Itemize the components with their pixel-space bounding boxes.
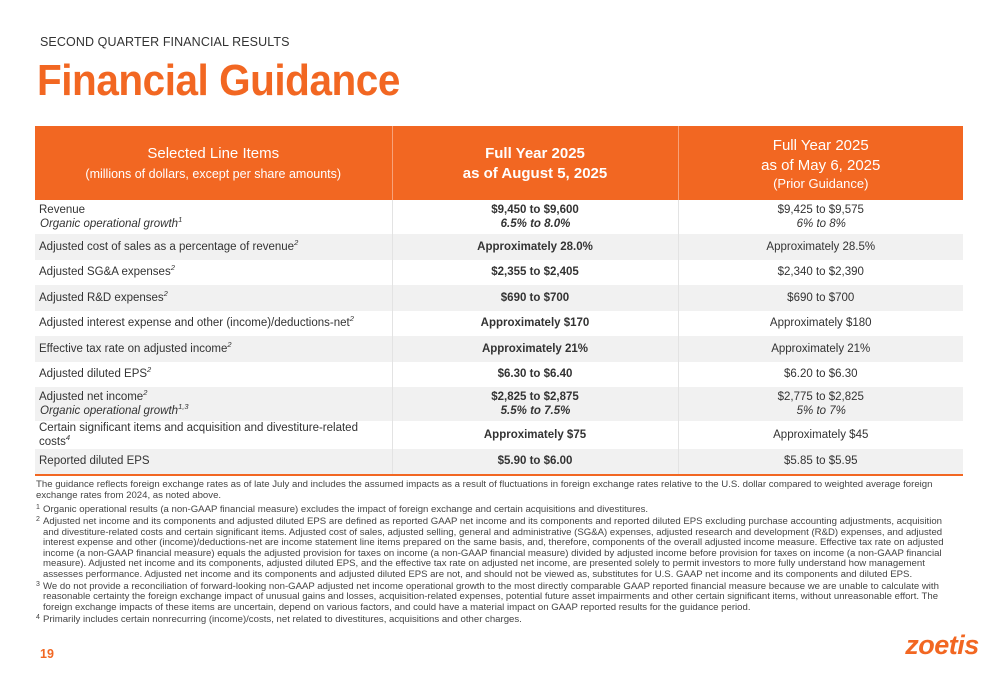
- row-item: [35, 387, 392, 421]
- row-item: [35, 234, 392, 260]
- section-label: SECOND QUARTER FINANCIAL RESULTS: [40, 35, 290, 49]
- row-prior-sub: 6% to 8%: [796, 218, 846, 230]
- guidance-note: The guidance reflects foreign exchange rates as of late July and includes the assumed impacts as a result of fluctuations in foreign exchange rates relative to the U.S. dollar compared to weighted average foreign exchange rates from 2024, as noted above.: [36, 479, 933, 501]
- row-item-sub: [39, 217, 392, 231]
- row-current: $6.30 to $6.40: [392, 362, 678, 388]
- table-row: [35, 336, 963, 362]
- footnote-ref: 2: [349, 314, 354, 324]
- row-current-value: $2,825 to $2,875: [491, 391, 579, 403]
- row-item-label: Adjusted interest expense and other (income)/deductions-net: [39, 317, 350, 330]
- guidance-table: [35, 126, 963, 476]
- footnote-text: Organic operational results (a non-GAAP financial measure) excludes the impact of foreign exchange and certain acquisitions and divestitures.: [43, 504, 649, 516]
- row-item-sub-label: Organic operational growth: [40, 218, 179, 230]
- row-current: Approximately $75: [392, 421, 678, 449]
- footnote-number: 4: [36, 613, 40, 621]
- row-item-label: Adjusted net income: [39, 391, 144, 403]
- footnote-number: 1: [36, 504, 40, 512]
- row-item-sub: [39, 404, 392, 418]
- row-prior-value: $9,425 to $9,575: [777, 204, 864, 216]
- row-prior: $690 to $700: [678, 285, 963, 311]
- header-col3-note: (Prior Guidance): [773, 176, 869, 191]
- row-item: [35, 311, 392, 337]
- table-row: [35, 285, 963, 311]
- row-prior: Approximately $45: [678, 421, 963, 449]
- row-prior-value: $2,775 to $2,825: [777, 391, 864, 403]
- header-col2-title: Full Year 2025: [485, 145, 585, 162]
- row-prior: Approximately 21%: [678, 336, 963, 362]
- table-row: [35, 387, 963, 421]
- header-line-items: [35, 126, 392, 200]
- row-item: [35, 336, 392, 362]
- row-item: [35, 421, 392, 449]
- footnote-text: We do not provide a reconciliation of forward-looking non-GAAP adjusted net income operational growth to the most directly comparable GAAP reported financial measure because we are unable to calculate with reasonable certainty the foreign exchange impact of unusual gains and losses, acquisition-related expenses, potential future asset impairments and other certain significant items, without unreasonable effort. The foreign exchange impacts of these items are uncertain, depend on various factors, and could have a material impact on GAAP reported results for the guidance period.: [43, 580, 939, 613]
- row-item-label: Adjusted R&D expenses: [39, 291, 164, 304]
- page-number: 19: [40, 647, 54, 661]
- row-current: $5.90 to $6.00: [392, 449, 678, 475]
- header-col1-subtitle: (millions of dollars, except per share amounts): [85, 167, 342, 181]
- row-prior: $5.85 to $5.95: [678, 449, 963, 475]
- row-prior: $2,340 to $2,390: [678, 260, 963, 286]
- header-col1-title: Selected Line Items: [147, 145, 280, 162]
- row-item: [35, 260, 392, 286]
- row-current-sub: 5.5% to 7.5%: [500, 405, 571, 417]
- row-current-sub: 6.5% to 8.0%: [500, 218, 571, 230]
- row-item-label: Effective tax rate on adjusted income: [39, 342, 228, 355]
- footnote: [36, 582, 954, 614]
- row-prior: Approximately 28.5%: [678, 234, 963, 260]
- row-prior: [678, 387, 963, 421]
- row-item-label: Adjusted SG&A expenses: [39, 266, 171, 279]
- row-item: [35, 200, 392, 234]
- row-prior: [678, 200, 963, 234]
- footnote-text: Adjusted net income and its components and adjusted diluted EPS are defined as reported GAAP net income and its components and reported diluted EPS excluding purchase accounting adjustments, acquisition and divestiture-related costs and certain significant items. Adjusted cost of sales, adjusted selling, general and administrative (SG&A) expenses, adjusted research and development (R&D) expenses, and adjusted interest expense and other (income)/deductions-net are income statement line items prepared on the same basis, and, therefore, components of the overall adjusted income measure. Effective tax rate on adjusted income (a non-GAAP financial measure) equals the adjusted provision for taxes on income (a non-GAAP financial measure) divided by adjusted income before provision for taxes on income (a non-GAAP financial measure). Adjusted net income and its components, adjusted diluted EPS, and the effective tax rate on adjusted net income, are presented solely to permit investors to more fully understand how management assesses performance. Adjusted net income and its components and adjusted diluted EPS are not, and should not be viewed as, substitutes for U.S. GAAP net income and its components and diluted EPS.: [43, 515, 944, 580]
- footnote: [36, 615, 954, 626]
- footnote-ref: 2: [143, 388, 148, 398]
- footnotes: [36, 480, 954, 626]
- footnote-ref: 2: [170, 263, 175, 273]
- row-item: [35, 449, 392, 475]
- row-current: Approximately 28.0%: [392, 234, 678, 260]
- table-row: [35, 449, 963, 475]
- table-row: [35, 362, 963, 388]
- footnote-ref: 2: [147, 365, 152, 375]
- row-item: [35, 362, 392, 388]
- row-current-value: $9,450 to $9,600: [491, 204, 579, 216]
- zoetis-logo: [902, 626, 982, 666]
- row-prior-sub: 5% to 7%: [796, 405, 846, 417]
- row-current: $690 to $700: [392, 285, 678, 311]
- table-row: [35, 421, 963, 449]
- footnote-ref: 2: [163, 288, 168, 298]
- table-header-row: [35, 126, 963, 200]
- header-col2-date: as of August 5, 2025: [462, 165, 608, 182]
- header-col3-title: Full Year 2025: [772, 137, 869, 154]
- row-current: [392, 387, 678, 421]
- header-prior-guidance: [678, 126, 963, 200]
- footnote-ref: 1: [178, 215, 183, 225]
- row-current: $2,355 to $2,405: [392, 260, 678, 286]
- svg-text:zoetis: zoetis: [905, 630, 979, 660]
- page-title: Financial Guidance: [37, 56, 400, 105]
- row-item-label: Certain significant items and acquisition and divestiture-related costs: [39, 422, 358, 448]
- row-item-sub-label: Organic operational growth: [40, 405, 179, 417]
- table-row: [35, 260, 963, 286]
- header-col3-date: as of May 6, 2025: [761, 157, 881, 174]
- table-row: [35, 234, 963, 260]
- header-current-guidance: [392, 126, 678, 200]
- footnote-number: 2: [36, 515, 40, 523]
- footnote-ref: 2: [294, 237, 299, 247]
- row-item-label: Adjusted cost of sales as a percentage of revenue: [39, 240, 295, 253]
- footnote-ref: 1,3: [178, 402, 189, 412]
- footnote-number: 3: [36, 580, 40, 588]
- row-current: Approximately 21%: [392, 336, 678, 362]
- row-current: Approximately $170: [392, 311, 678, 337]
- table-row: [35, 311, 963, 337]
- footnote: [36, 505, 954, 516]
- row-item: [35, 285, 392, 311]
- row-prior: $6.20 to $6.30: [678, 362, 963, 388]
- row-item-label: Adjusted diluted EPS: [39, 368, 148, 381]
- row-current: [392, 200, 678, 234]
- footnote-ref: 2: [227, 339, 232, 349]
- row-item-label: Revenue: [39, 204, 86, 216]
- footnote-ref: 4: [65, 433, 71, 443]
- row-prior: Approximately $180: [678, 311, 963, 337]
- footnote: [36, 517, 954, 581]
- table-row: [35, 200, 963, 234]
- footnote-text: Primarily includes certain nonrecurring (income)/costs, net related to divestitures, acquisitions and other charges.: [43, 613, 522, 625]
- row-item-label: Reported diluted EPS: [39, 455, 150, 468]
